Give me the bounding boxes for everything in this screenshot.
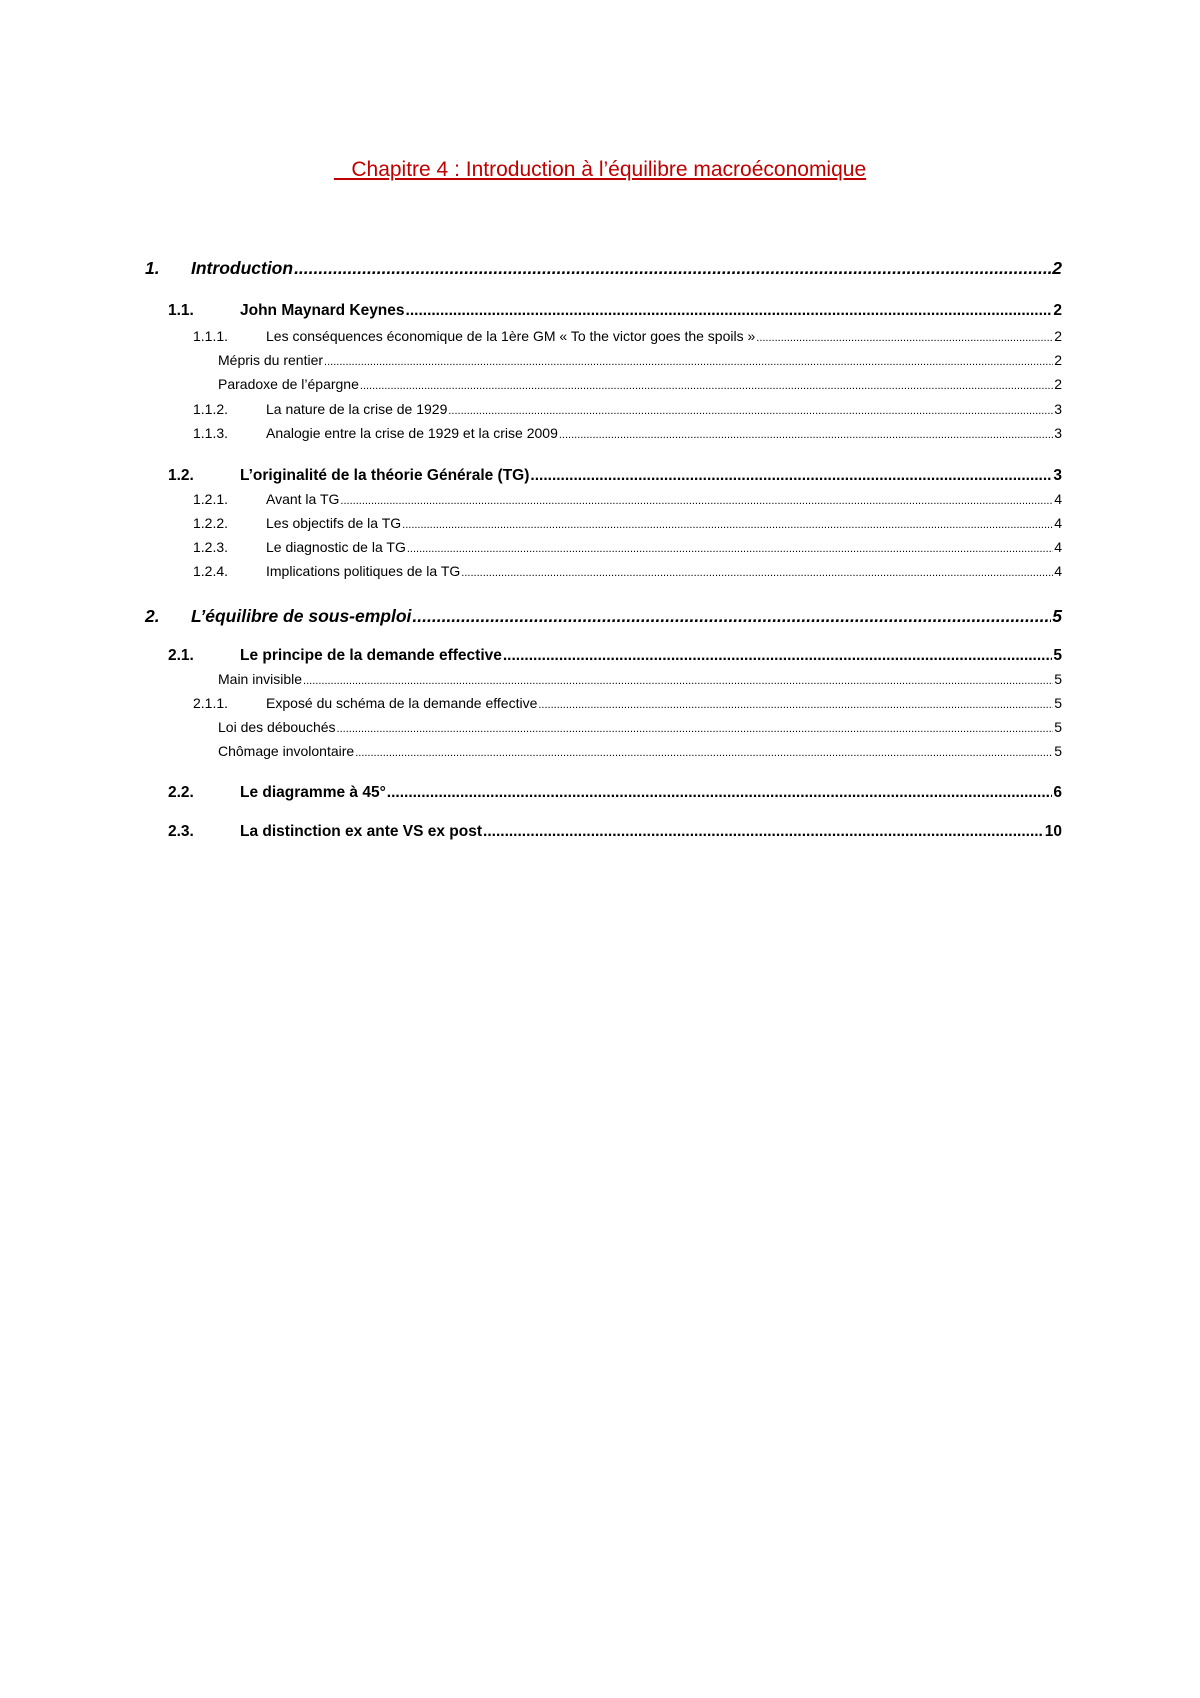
- toc-entry-number: 1.2.1.: [193, 491, 229, 507]
- toc-entry-title: Main invisible: [218, 671, 303, 687]
- toc-dot-leader: [530, 467, 1052, 485]
- toc-entry[interactable]: [193, 401, 1062, 417]
- toc-entry-title: L’équilibre de sous-emploi: [191, 606, 412, 626]
- toc-entry-title: L’originalité de la théorie Générale (TG): [240, 467, 530, 484]
- toc-entry-title: Avant la TG: [266, 491, 340, 507]
- toc-entry-title: Les objectifs de la TG: [266, 515, 402, 531]
- toc-entry[interactable]: [218, 719, 1062, 735]
- toc-dot-leader: [412, 606, 1051, 627]
- toc-entry[interactable]: [218, 352, 1062, 368]
- toc-entry-number: 1.2.2.: [193, 515, 229, 531]
- toc-entry-number: 1.: [145, 258, 160, 278]
- toc-entry[interactable]: [193, 563, 1062, 579]
- toc-entry-page: 2: [1054, 328, 1062, 344]
- toc-dot-leader: [538, 695, 1053, 711]
- toc-dot-leader: [483, 823, 1044, 841]
- toc-entry[interactable]: [193, 515, 1062, 531]
- toc-dot-leader: [387, 784, 1053, 802]
- toc-dot-leader: [461, 563, 1053, 579]
- toc-entry[interactable]: [218, 376, 1062, 392]
- toc-entry-page: 4: [1054, 563, 1062, 579]
- toc-entry-page: 2: [1053, 302, 1062, 319]
- toc-entry-title: Le diagnostic de la TG: [266, 539, 406, 555]
- toc-entry[interactable]: [193, 539, 1062, 555]
- toc-dot-leader: [337, 719, 1054, 735]
- toc-entry-page: 5: [1054, 671, 1062, 687]
- toc-dot-leader: [402, 515, 1053, 531]
- toc-dot-leader: [559, 425, 1053, 441]
- toc-entry-title: Chômage involontaire: [218, 743, 355, 759]
- toc-entry-number: 1.1.2.: [193, 401, 229, 417]
- toc-entry-number: 2.2.: [168, 784, 194, 801]
- toc-entry[interactable]: [193, 695, 1062, 711]
- toc-entry[interactable]: [168, 647, 1062, 665]
- document-title: Chapitre 4 : Introduction à l’équilibre macroéconomique: [333, 158, 867, 181]
- toc-entry-page: 4: [1054, 515, 1062, 531]
- toc-entry-page: 6: [1053, 784, 1062, 801]
- toc-entry-number: 1.1.1.: [193, 328, 229, 344]
- toc-entry-number: 2.1.: [168, 647, 194, 664]
- toc-entry-page: 3: [1054, 401, 1062, 417]
- toc-entry-page: 3: [1053, 467, 1062, 484]
- toc-entry-number: 2.1.1.: [193, 695, 229, 711]
- toc-dot-leader: [503, 647, 1053, 665]
- toc-dot-leader: [407, 539, 1053, 555]
- toc-entry[interactable]: [218, 671, 1062, 687]
- toc-entry-page: 2: [1052, 258, 1062, 278]
- toc-dot-leader: [406, 302, 1053, 320]
- toc-entry-title: John Maynard Keynes: [240, 302, 405, 319]
- toc-dot-leader: [303, 671, 1053, 687]
- toc-entry-number: 1.2.4.: [193, 563, 229, 579]
- toc-entry-number: 2.: [145, 606, 160, 626]
- toc-entry[interactable]: [193, 328, 1062, 344]
- toc-entry[interactable]: [193, 425, 1062, 441]
- toc-entry-page: 5: [1054, 695, 1062, 711]
- toc-entry-number: 1.2.3.: [193, 539, 229, 555]
- toc-entry-page: 5: [1054, 743, 1062, 759]
- toc-dot-leader: [355, 743, 1053, 759]
- toc-entry-title: Introduction: [191, 258, 294, 278]
- toc-entry-number: 1.2.: [168, 467, 194, 484]
- toc-entry-page: 3: [1054, 425, 1062, 441]
- toc-entry-number: 1.1.3.: [193, 425, 229, 441]
- toc-entry[interactable]: [145, 258, 1062, 279]
- toc-entry-page: 2: [1054, 352, 1062, 368]
- toc-entry-page: 10: [1044, 823, 1062, 840]
- toc-entry-title: Implications politiques de la TG: [266, 563, 461, 579]
- toc-dot-leader: [340, 491, 1053, 507]
- toc-entry-number: 1.1.: [168, 302, 194, 319]
- toc-dot-leader: [294, 258, 1051, 279]
- toc-entry[interactable]: [168, 467, 1062, 485]
- toc-entry[interactable]: [145, 606, 1062, 627]
- toc-entry-page: 5: [1052, 606, 1062, 626]
- toc-entry[interactable]: [218, 743, 1062, 759]
- toc-entry-title: Exposé du schéma de la demande effective: [266, 695, 538, 711]
- toc-dot-leader: [360, 376, 1053, 392]
- toc-entry-title: La nature de la crise de 1929: [266, 401, 448, 417]
- toc-entry-page: 5: [1054, 719, 1062, 735]
- toc-dot-leader: [448, 401, 1053, 417]
- toc-entry-number: 2.3.: [168, 823, 194, 840]
- toc-entry-page: 2: [1054, 376, 1062, 392]
- toc-entry-title: La distinction ex ante VS ex post: [240, 823, 483, 840]
- toc-entry-title: Loi des débouchés: [218, 719, 336, 735]
- toc-entry[interactable]: [168, 784, 1062, 802]
- toc-dot-leader: [756, 328, 1053, 344]
- toc-dot-leader: [324, 352, 1053, 368]
- toc-entry[interactable]: [168, 302, 1062, 320]
- toc-entry-title: Mépris du rentier: [218, 352, 324, 368]
- toc-entry-title: Le principe de la demande effective: [240, 647, 502, 664]
- toc-entry[interactable]: [193, 491, 1062, 507]
- toc-entry-title: Les conséquences économique de la 1ère GM « To the victor goes the spoils »: [266, 328, 756, 344]
- toc-entry-title: Analogie entre la crise de 1929 et la crise 2009: [266, 425, 558, 441]
- toc-entry-title: Le diagramme à 45°: [240, 784, 386, 801]
- toc-entry-page: 4: [1054, 539, 1062, 555]
- toc-entry[interactable]: [168, 823, 1062, 841]
- toc-entry-page: 5: [1053, 647, 1062, 664]
- toc-entry-title: Paradoxe de l’épargne: [218, 376, 359, 392]
- toc-entry-page: 4: [1054, 491, 1062, 507]
